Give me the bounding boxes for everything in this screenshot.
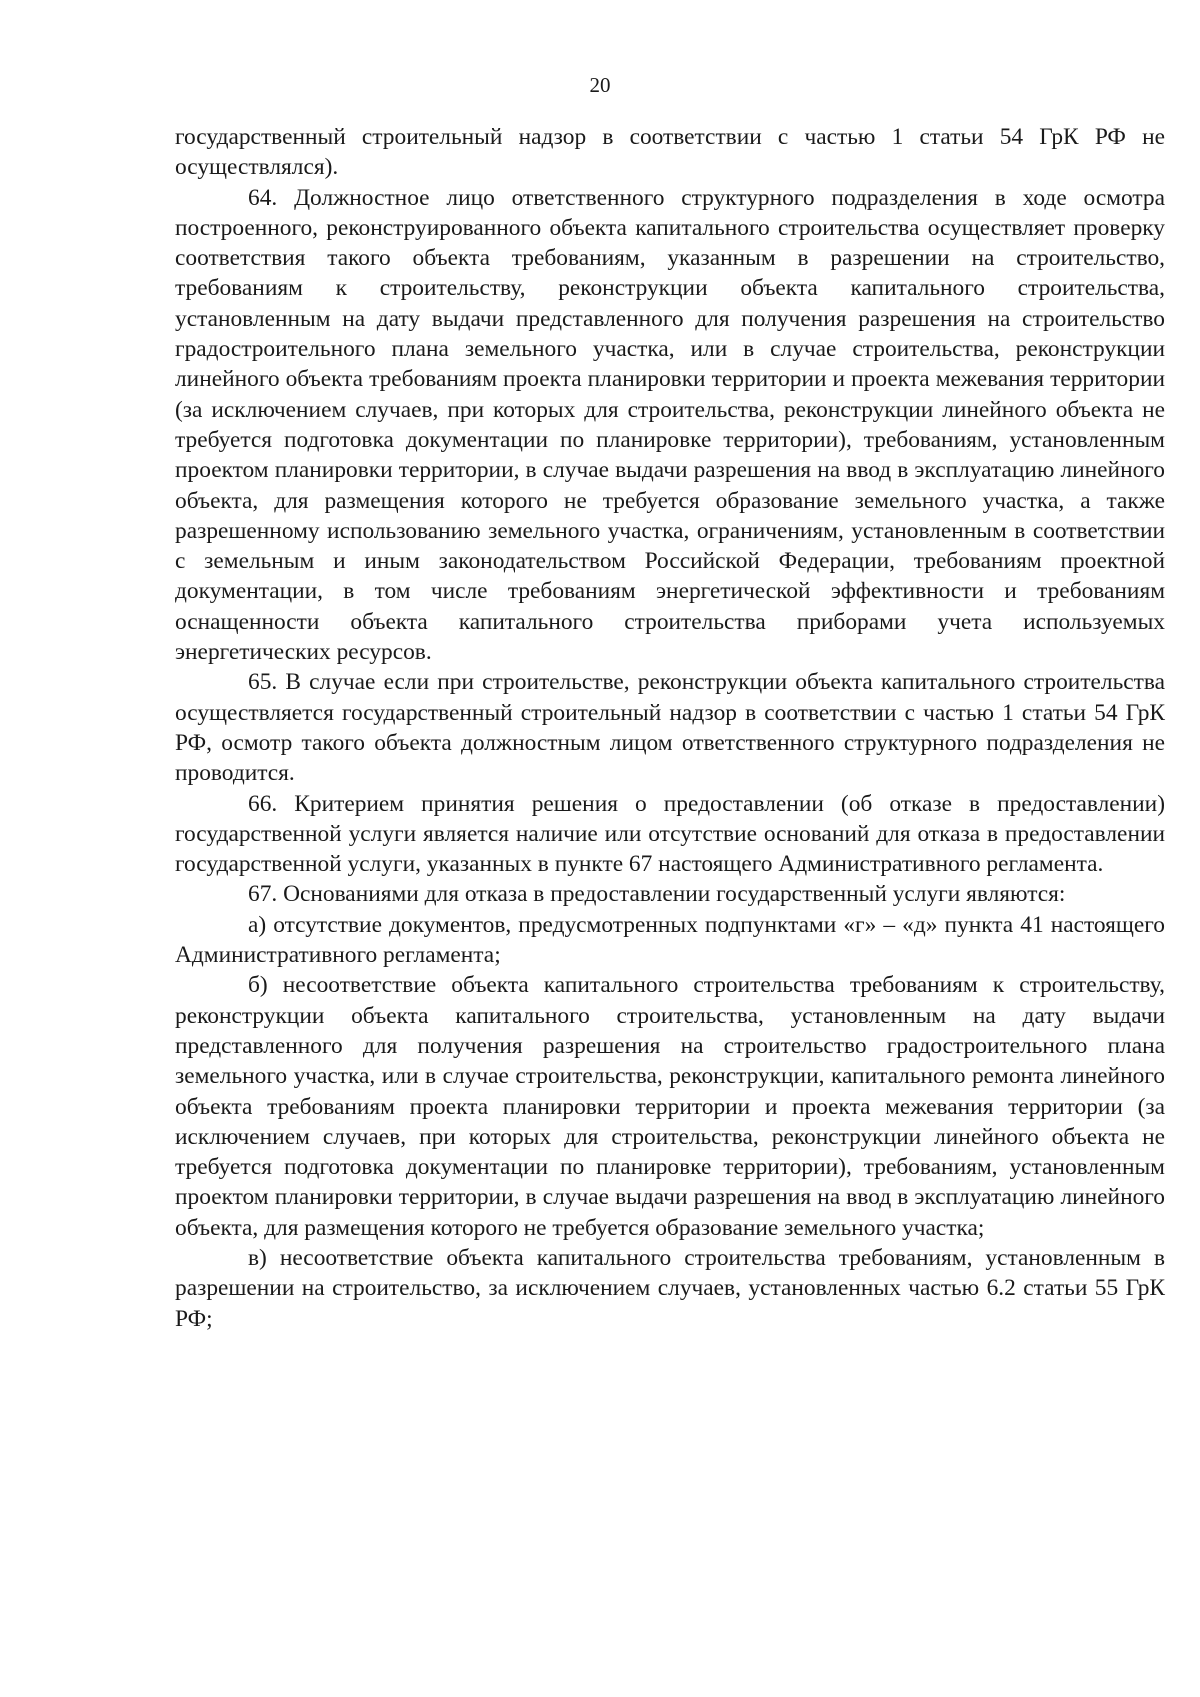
paragraph-65: 65. В случае если при строительстве, реконструкции объекта капитального строительства осуществляется государственный строительный надзор в соответствии с частью 1 статьи 54 ГрК РФ, осмотр такого объекта должностным лицом ответственного структурного подразделения не проводится.	[175, 669, 1165, 787]
page-number: 20	[589, 73, 611, 97]
paragraph-64: 64. Должностное лицо ответственного структурного подразделения в ходе осмотра построенного, реконструированного объекта капитального строительства осуществляет проверку соответствия такого объекта требованиям, указанным в разрешении на строительство, требованиям к строительству, реконструкции объекта капитального строительства, установленным на дату выдачи представленного для получения разрешения на строительство градостроительного плана земельного участка, или в случае строительства, реконструкции линейного объекта требованиям проекта планировки территории и проекта межевания территории (за исключением случаев, при которых для строительства, реконструкции линейного объекта не требуется подготовка документации по планировке территории), требованиям, установленным проектом планировки территории, в случае выдачи разрешения на ввод в эксплуатацию линейного объекта, для размещения которого не требуется образование земельного участка, а также разрешенному использованию земельного участка, ограничениям, установленным в соответствии с земельным и иным законодательством Российской Федерации, требованиям проектной документации, в том числе требованиям энергетической эффективности и требованиям оснащенности объекта капитального строительства приборами учета используемых энергетических ресурсов.	[175, 184, 1165, 666]
subparagraph-b: б) несоответствие объекта капитального строительства требованиям к строительству, реконструкции объекта капитального строительства, установленным на дату выдачи представленного для получения разрешения на строительство градостроительного плана земельного участка, или в случае строительства, реконструкции, капитального ремонта линейного объекта требованиям проекта планировки территории и проекта межевания территории (за исключением случаев, при которых для строительства, реконструкции линейного объекта не требуется подготовка документации по планировке территории), требованиям, установленным проектом планировки территории, в случае выдачи разрешения на ввод в эксплуатацию линейного объекта, для размещения которого не требуется образование земельного участка;	[175, 972, 1165, 1241]
subparagraph-v: в) несоответствие объекта капитального строительства требованиям, установленным в разрешении на строительство, за исключением случаев, установленных частью 6.2 статьи 55 ГрК РФ;	[175, 1244, 1165, 1332]
subparagraph-a: а) отсутствие документов, предусмотренных подпунктами «г» – «д» пункта 41 настоящего Административного регламента;	[175, 911, 1165, 969]
paragraph-67: 67. Основаниями для отказа в предоставлении государственный услуги являются:	[248, 881, 1066, 908]
paragraph-66: 66. Критерием принятия решения о предоставлении (об отказе в предоставлении) государственной услуги является наличие или отсутствие оснований для отказа в предоставлении государственной услуги, указанных в пункте 67 настоящего Административного регламента.	[175, 790, 1165, 878]
paragraph-continuation: государственный строительный надзор в соответствии с частью 1 статьи 54 ГрК РФ не осуществлялся).	[175, 124, 1165, 181]
document-body	[175, 122, 1165, 1334]
